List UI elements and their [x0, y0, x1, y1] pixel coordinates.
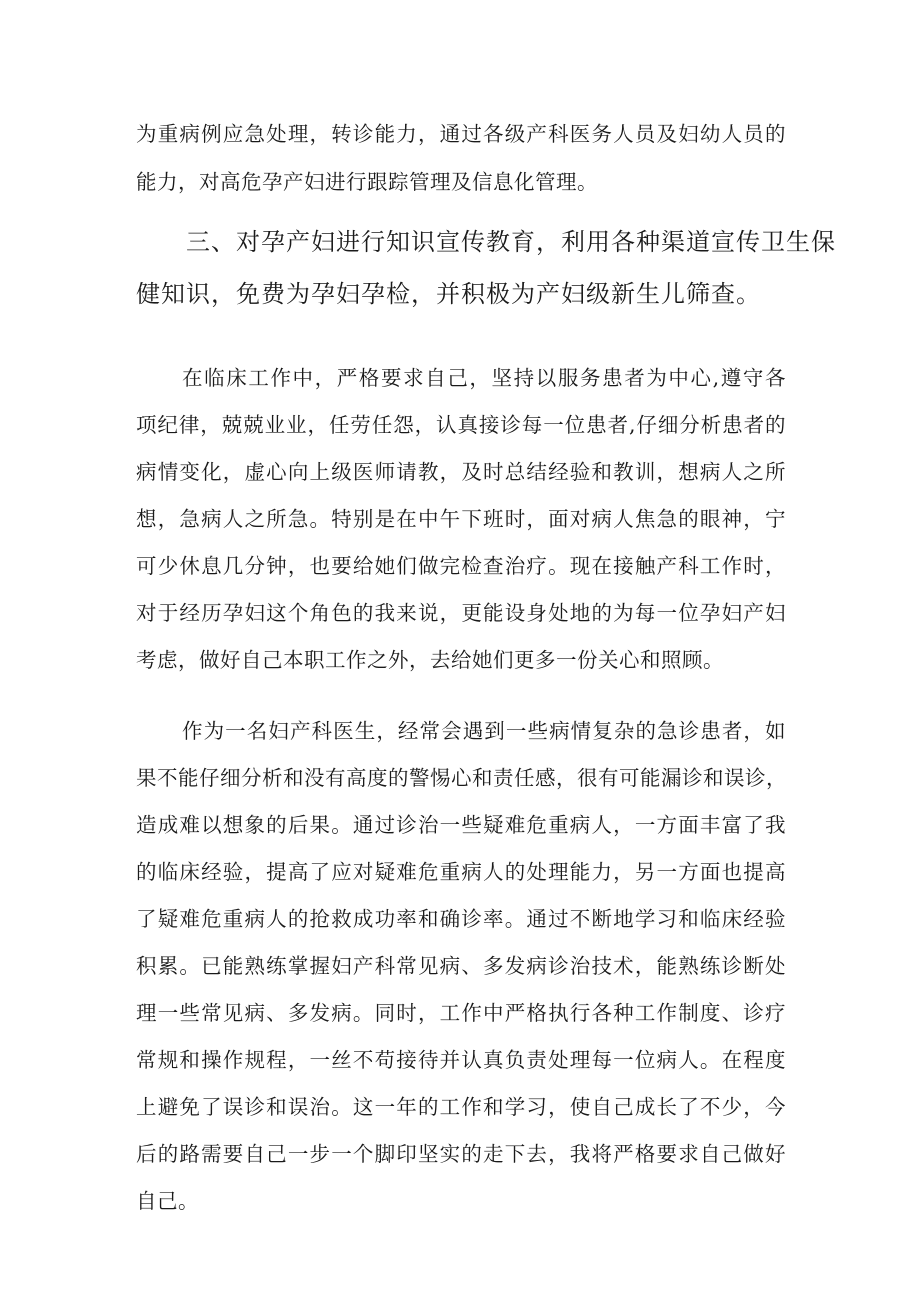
- document-page: 为重病例应急处理，转诊能力，通过各级产科医务人员及妇幼人员的 能力，对高危孕产妇进行跟踪管理及信息化管理。 三、对孕产妇进行知识宣传教育，利用各种渠道宣传卫生保 健知识，免费为孕妇孕检，并积极为产妇级新生儿筛查。 在临床工作中，严格要求自己，坚持以服务患者为中心,遵守各 项纪律，兢兢业业，任劳任怨，认真接诊每一位患者,仔细分析患者的 病情变化，虚心向上级医师请教，及时总结经验和教训，想病人之所 想，急病人之所急。特别是在中午下班时，面对病人焦急的眼神，宁 可少休息几分钟，也要给她们做完检查治疗。现在接触产科工作时， 对于经历孕妇这个角色的我来说，更能设身处地的为每一位孕妇产妇 考虑，做好自己本职工作之外，去给她们更多一份关心和照顾。 作为一名妇产科医生，经常会遇到一些病情复杂的急诊患者，如 果不能仔细分析和没有高度的警惕心和责任感，很有可能漏诊和误诊， 造成难以想象的后果。通过诊治一些疑难危重病人，一方面丰富了我 的临床经验，提高了应对疑难危重病人的处理能力，另一方面也提高 了疑难危重病人的抢救成功率和确诊率。通过不断地学习和临床经验 积累。已能熟练掌握妇产科常见病、多发病诊治技术，能熟练诊断处 理一些常见病、多发病。同时，工作中严格执行各种工作制度、诊疗 常规和操作规程，一丝不苟接待并认真负责处理每一位病人。在程度 上避免了误诊和误治。这一年的工作和学习，使自己成长了不少，今 后的路需要自己一步一个脚印坚实的走下去，我将严格要求自己做好 自己。: [136, 122, 836, 1213]
